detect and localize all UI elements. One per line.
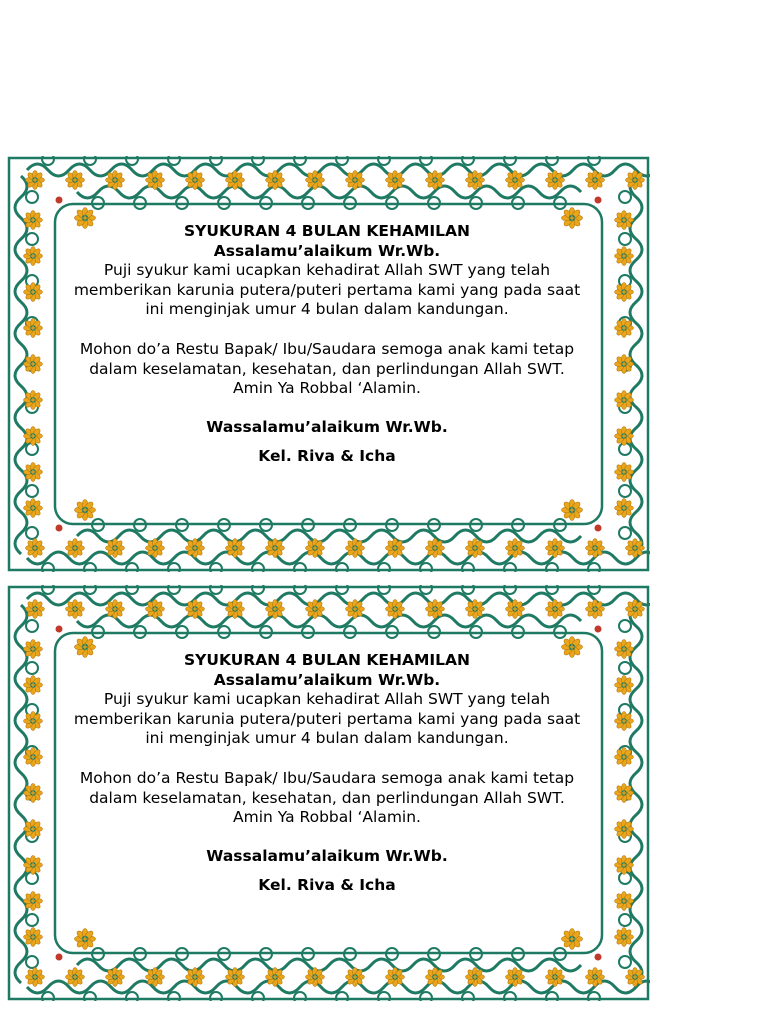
- card-text: [67, 222, 587, 467]
- greeting: Assalamu’alaikum Wr.Wb.: [213, 241, 441, 260]
- amin-line: Amin Ya Robbal ‘Alamin.: [233, 808, 421, 827]
- amin-line: Amin Ya Robbal ‘Alamin.: [233, 379, 421, 398]
- paragraph-gratitude: Puji syukur kami ucapkan kehadirat Allah SWT yang telah memberikan karunia putera/puteri pertama kami yang pada saat ini menginjak umur 4 bulan dalam kandungan.: [73, 261, 581, 319]
- closing-greeting: Wassalamu’alaikum Wr.Wb.: [206, 417, 448, 436]
- greeting: Assalamu’alaikum Wr.Wb.: [213, 670, 441, 689]
- signature: Kel. Riva & Icha: [258, 447, 396, 466]
- closing-greeting: Wassalamu’alaikum Wr.Wb.: [206, 846, 448, 865]
- invitation-card-1: [7, 156, 650, 572]
- card-title: SYUKURAN 4 BULAN KEHAMILAN: [183, 651, 471, 669]
- paragraph-prayer: Mohon do’a Restu Bapak/ Ibu/Saudara semoga anak kami tetap dalam keselamatan, kesehatan, dan perlindungan Allah SWT.: [79, 339, 575, 378]
- signature: Kel. Riva & Icha: [258, 876, 396, 895]
- paragraph-prayer: Mohon do’a Restu Bapak/ Ibu/Saudara semoga anak kami tetap dalam keselamatan, kesehatan, dan perlindungan Allah SWT.: [79, 768, 575, 807]
- invitation-card-2: [7, 585, 650, 1001]
- card-title: SYUKURAN 4 BULAN KEHAMILAN: [183, 222, 471, 240]
- card-text: [67, 651, 587, 896]
- paragraph-gratitude: Puji syukur kami ucapkan kehadirat Allah SWT yang telah memberikan karunia putera/puteri pertama kami yang pada saat ini menginjak umur 4 bulan dalam kandungan.: [73, 690, 581, 748]
